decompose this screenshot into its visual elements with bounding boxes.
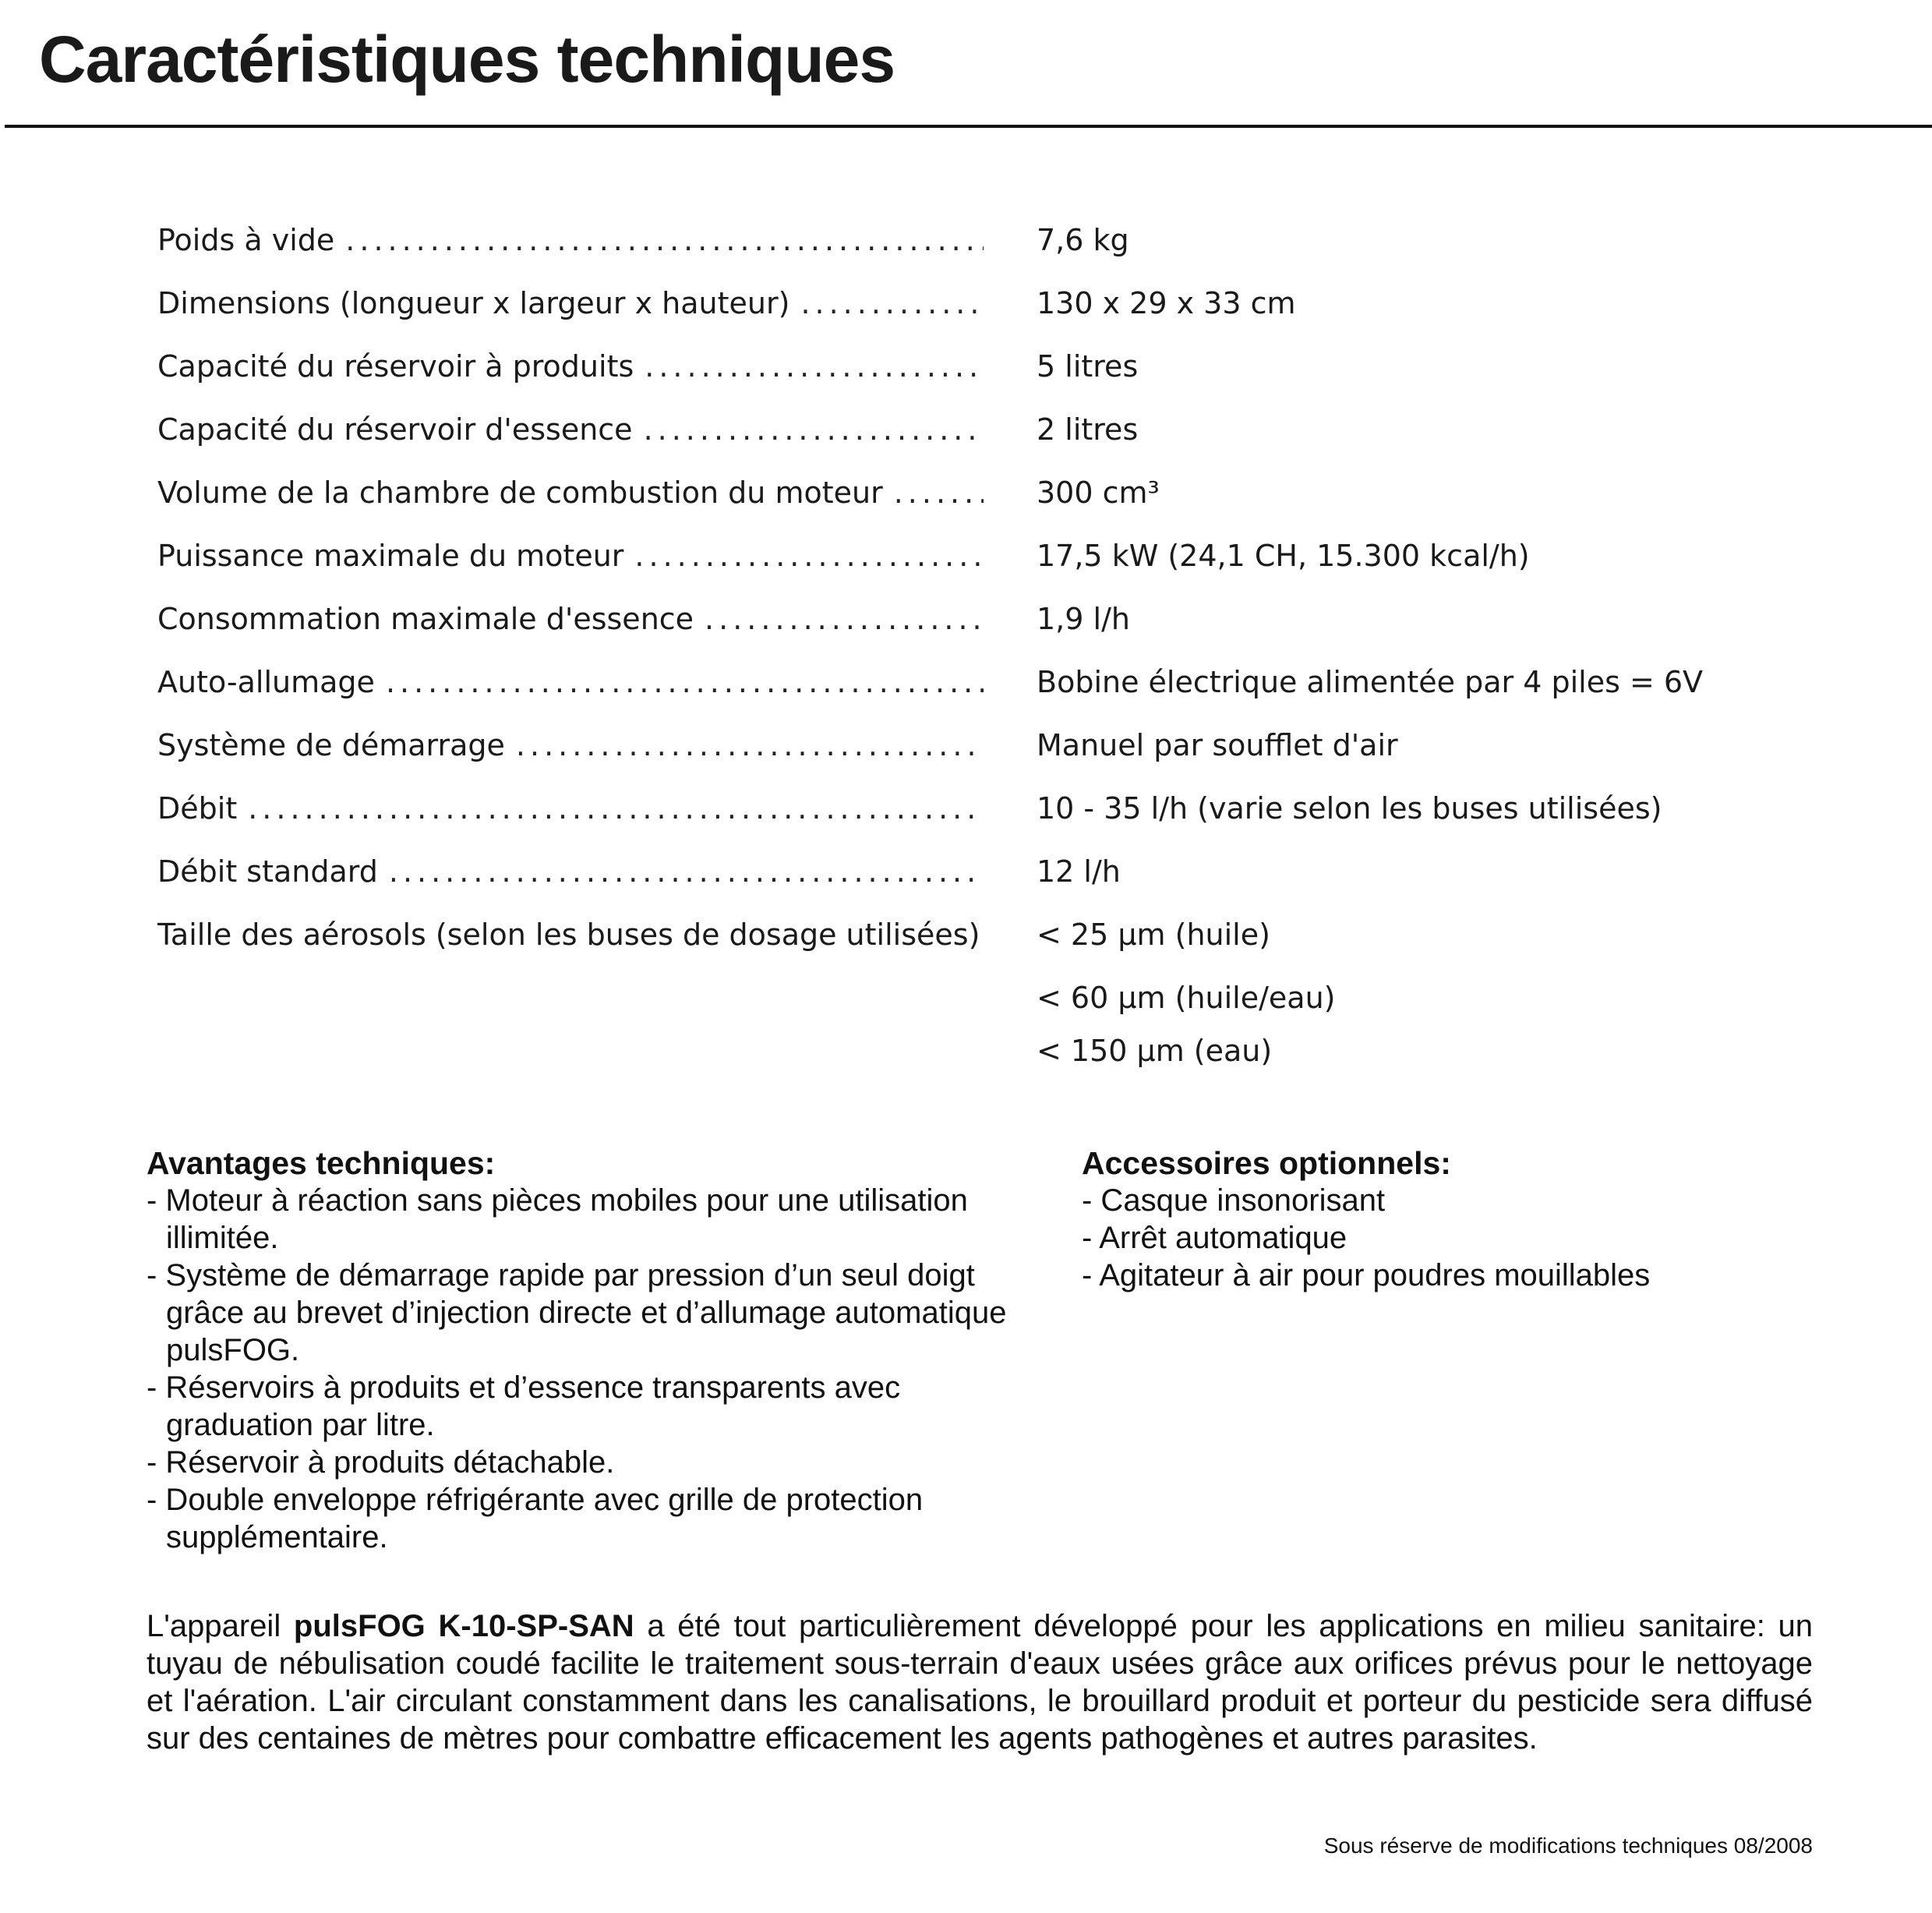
spec-row-continued bbox=[157, 981, 1794, 1034]
spec-row bbox=[157, 728, 1794, 791]
spec-value: 10 - 35 l/h (varie selon les buses utilisées) bbox=[1037, 791, 1662, 826]
spec-value: 2 litres bbox=[1037, 412, 1139, 447]
spec-row bbox=[157, 854, 1794, 918]
spec-row bbox=[157, 602, 1794, 665]
leader-dots bbox=[705, 602, 984, 636]
list-item: - Casque insonorisant bbox=[1082, 1183, 1386, 1218]
spec-value: Bobine électrique alimentée par 4 piles = 6V bbox=[1037, 665, 1704, 699]
spec-label: Puissance maximale du moteur ..... bbox=[157, 539, 984, 573]
spec-value: < 150 µm (eau) bbox=[1037, 1034, 1273, 1068]
spec-label: Poids à vide ..... bbox=[157, 223, 984, 257]
description-text: a été tout particulièrement développé pour les applications en milieu sanitaire: un tuyau de nébulisation coudé facilite le traitement sous-terrain d'eaux usées grâce aux orifices prévus pour le nettoyage et l'aération. L'air circulant constamment dans les canalisations, le brouillard produit et porteur du pesticide sera diffusé sur des centaines de mètres pour combattre efficacement les agents pathogènes et autres parasites. bbox=[147, 1609, 1813, 1756]
spec-row bbox=[157, 918, 1794, 981]
spec-row bbox=[157, 665, 1794, 728]
leader-dots bbox=[645, 349, 984, 384]
spec-row bbox=[157, 539, 1794, 602]
spec-value: 300 cm³ bbox=[1037, 476, 1160, 510]
list-item: - Réservoir à produits détachable. bbox=[147, 1445, 615, 1480]
spec-value: 130 x 29 x 33 cm bbox=[1037, 286, 1296, 320]
spec-value: < 25 µm (huile) bbox=[1037, 918, 1270, 952]
product-name: pulsFOG K-10-SP-SAN bbox=[293, 1609, 634, 1643]
spec-label: Débit ..... bbox=[157, 791, 984, 826]
spec-value: < 60 µm (huile/eau) bbox=[1037, 981, 1336, 1015]
list-item: - Réservoirs à produits et d’essence transparents avec graduation par litre. bbox=[147, 1370, 901, 1442]
spec-label: Capacité du réservoir d'essence ..... bbox=[157, 412, 984, 447]
accessories-section bbox=[1082, 1144, 1861, 1294]
spec-label: Auto-allumage ..... bbox=[157, 665, 984, 699]
spec-table bbox=[157, 223, 1794, 1087]
leader-dots bbox=[516, 728, 984, 762]
leader-dots bbox=[345, 223, 984, 257]
spec-row bbox=[157, 349, 1794, 412]
advantages-heading: Avantages techniques: bbox=[147, 1145, 496, 1181]
spec-value: 5 litres bbox=[1037, 349, 1139, 384]
leader-dots bbox=[634, 539, 984, 573]
spec-label: Débit standard ..... bbox=[157, 854, 984, 889]
advantages-section bbox=[147, 1144, 1051, 1556]
spec-value: 12 l/h bbox=[1037, 854, 1121, 889]
list-item: - Moteur à réaction sans pièces mobiles pour une utilisation illimitée. bbox=[147, 1183, 968, 1255]
accessories-heading: Accessoires optionnels: bbox=[1082, 1145, 1451, 1181]
list-item: - Agitateur à air pour poudres mouillables bbox=[1082, 1258, 1651, 1292]
spec-label: Consommation maximale d'essence ..... bbox=[157, 602, 984, 636]
spec-row bbox=[157, 476, 1794, 539]
spec-label: Taille des aérosols (selon les buses de dosage utilisées) bbox=[157, 918, 980, 952]
spec-value: 1,9 l/h bbox=[1037, 602, 1130, 636]
spec-row bbox=[157, 791, 1794, 854]
page-title: Caractéristiques techniques bbox=[39, 23, 895, 96]
spec-label: Système de démarrage ..... bbox=[157, 728, 984, 762]
leader-dots bbox=[389, 854, 984, 889]
list-item: - Arrêt automatique bbox=[1082, 1221, 1347, 1255]
leader-dots bbox=[800, 286, 984, 320]
spec-value: 17,5 kW (24,1 CH, 15.300 kcal/h) bbox=[1037, 539, 1530, 573]
spec-label: Dimensions (longueur x largeur x hauteur) ..... bbox=[157, 286, 984, 320]
spec-row bbox=[157, 223, 1794, 286]
list-item: - Système de démarrage rapide par pression d’un seul doigt grâce au brevet d’injection directe et d’allumage automatique pulsFOG. bbox=[147, 1258, 1007, 1367]
product-description bbox=[147, 1607, 1813, 1757]
spec-label: Capacité du réservoir à produits ..... bbox=[157, 349, 984, 384]
description-prefix: L'appareil bbox=[147, 1609, 294, 1643]
footer-note: Sous réserve de modifications techniques 08/2008 bbox=[1323, 1833, 1813, 1858]
spec-value: 7,6 kg bbox=[1037, 223, 1129, 257]
spec-label: Volume de la chambre de combustion du moteur ..... bbox=[157, 476, 984, 510]
leader-dots bbox=[386, 665, 984, 699]
leader-dots bbox=[644, 412, 984, 447]
spec-value: Manuel par soufflet d'air bbox=[1037, 728, 1398, 762]
list-item: - Double enveloppe réfrigérante avec grille de protection supplémentaire. bbox=[147, 1483, 924, 1554]
spec-row bbox=[157, 286, 1794, 349]
spec-row-continued bbox=[157, 1034, 1794, 1087]
leader-dots bbox=[248, 791, 984, 826]
title-divider bbox=[5, 125, 1932, 128]
spec-row bbox=[157, 412, 1794, 476]
leader-dots bbox=[894, 476, 984, 510]
